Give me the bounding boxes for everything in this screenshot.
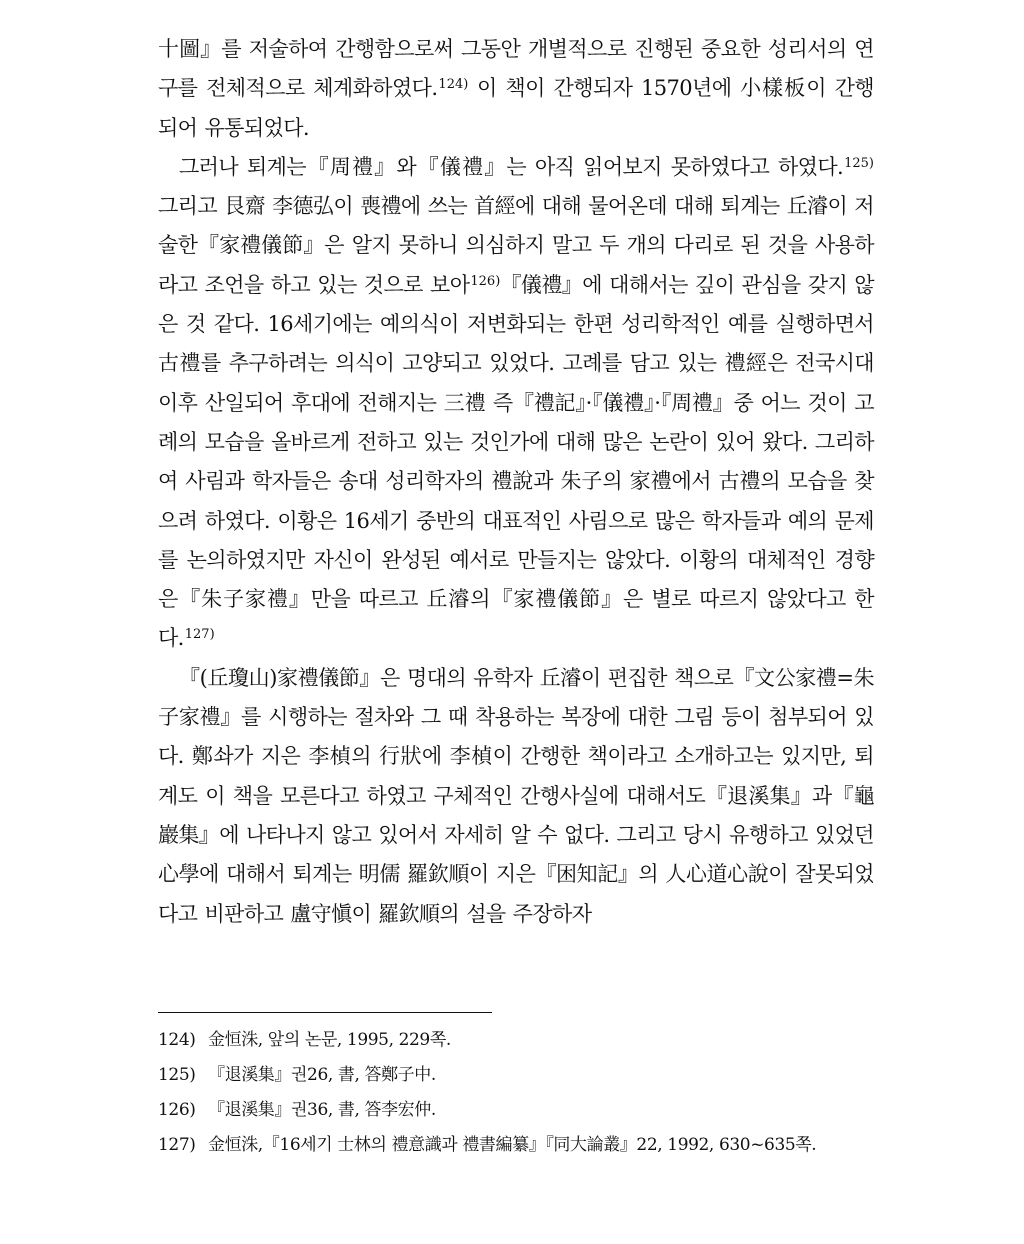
footnote-divider bbox=[158, 1012, 492, 1013]
text-run: 이 책이 간행되자 1570년에 小樣板이 간행되어 유통되었다. bbox=[158, 76, 874, 140]
footnote-125 bbox=[158, 1060, 874, 1091]
body-text bbox=[158, 30, 874, 934]
footnote-ref-126[interactable]: 126) bbox=[470, 273, 501, 289]
footnote-text: 金恒洙,『16세기 士林의 禮意識과 禮書編纂』『同大論叢』22, 1992, 630~635쪽. bbox=[208, 1135, 817, 1155]
footnote-126 bbox=[158, 1095, 874, 1126]
footnote-ref-124[interactable]: 124) bbox=[438, 77, 469, 93]
text-run: 그러나 퇴계는『周禮』와『儀禮』는 아직 읽어보지 못하였다고 하였다. bbox=[179, 154, 844, 179]
text-run: 『(丘瓊山)家禮儀節』은 명대의 유학자 丘濬이 편집한 책으로『文公家禮=朱子家禮』를 시행하는 절차와 그 때 착용하는 복장에 대한 그림 등이 첨부되어 있다. 鄭솨가 지은 李楨의 行狀에 李楨이 간행한 책이라고 소개하고는 있지만, 퇴계도 이 책을 모른다고 하였고 구체적인 간행사실에 대해서도『退溪集』과『龜巖集』에 나타나지 않고 있어서 자세히 알 수 없다. 그리고 당시 유행하고 있었던 心學에 대해서 퇴계는 明儒 羅欽順이 지은『困知記』의 人心道心說이 잘못되었다고 비판하고 盧守愼이 羅欽順의 설을 주장하자 bbox=[158, 665, 874, 926]
paragraph-1 bbox=[158, 30, 874, 148]
text-run: 『儀禮』에 대해서는 깊이 관심을 갖지 않은 것 같다. 16세기에는 예의식이 저변화되는 한편 성리학적인 예를 실행하면서 古禮를 추구하려는 의식이 고양되고 있었다. 고례를 담고 있는 禮經은 전국시대 이후 산일되어 후대에 전해지는 三禮 즉『禮記』·『儀禮』·『周禮』중 어느 것이 고례의 모습을 올바르게 전하고 있는 것인가에 대해 많은 논란이 있어 왔다. 그리하여 사림과 학자들은 송대 성리학자의 禮說과 朱子의 家禮에서 古禮의 모습을 찾으려 하였다. 이황은 16세기 중반의 대표적인 사림으로 많은 학자들과 예의 문제를 논의하였지만 자신이 완성된 예서로 만들지는 않았다. 이황의 대체적인 경향은『朱子家禮』만을 따르고 丘濬의『家禮儀節』은 별로 따르지 않았다고 한다. bbox=[158, 272, 874, 651]
footnote-text: 金恒洙, 앞의 논문, 1995, 229쪽. bbox=[208, 1030, 451, 1050]
footnote-ref-127[interactable]: 127) bbox=[184, 627, 215, 643]
footnote-number: 127) bbox=[158, 1135, 196, 1155]
footnote-number: 125) bbox=[158, 1065, 196, 1085]
paragraph-3 bbox=[158, 659, 874, 934]
footnote-text: 『退溪集』권36, 書, 答李宏仲. bbox=[208, 1100, 436, 1120]
footnote-text: 『退溪集』권26, 書, 答鄭子中. bbox=[208, 1065, 436, 1085]
text-run: 그리고 艮齋 李德弘이 喪禮에 쓰는 首經에 대해 물어온데 대해 퇴계는 丘濬이 저술한『家禮儀節』은 알지 못하니 의심하지 말고 두 개의 다리로 된 것을 사용하라고 조언을 하고 있는 것으로 보아 bbox=[158, 194, 874, 297]
footnotes bbox=[158, 1025, 874, 1165]
footnote-ref-125[interactable]: 125) bbox=[844, 155, 874, 171]
document-page bbox=[158, 30, 874, 934]
footnote-127 bbox=[158, 1130, 874, 1161]
footnote-number: 124) bbox=[158, 1030, 196, 1050]
footnote-number: 126) bbox=[158, 1100, 196, 1120]
paragraph-2 bbox=[158, 148, 874, 659]
text-run: 十圖』를 저술하여 간행함으로써 그동안 개별적으로 진행된 중요한 성리서의 연구를 전체적으로 체계화하였다. bbox=[158, 37, 874, 101]
footnote-124 bbox=[158, 1025, 874, 1056]
